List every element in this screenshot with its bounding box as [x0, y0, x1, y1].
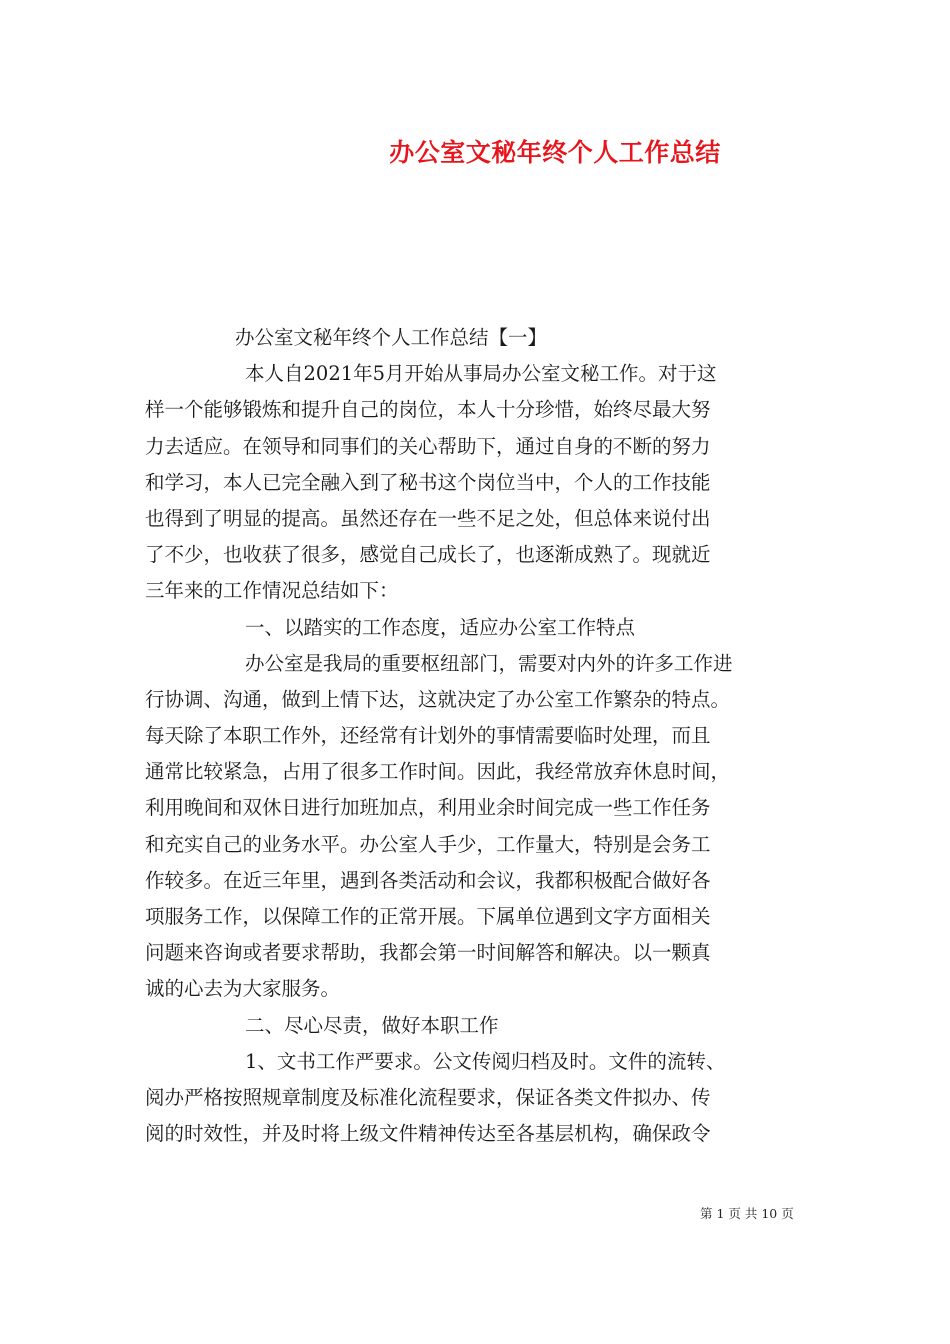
- paragraph-line: 每天除了本职工作外，还经常有计划外的事情需要临时处理，而且: [145, 724, 711, 748]
- paragraph-line: 和充实自己的业务水平。办公室人手少，工作量大，特别是会务工: [145, 832, 711, 856]
- page-number: 第 1 页 共 10 页: [700, 1206, 794, 1221]
- paragraph-line: 三年来的工作情况总结如下：: [145, 579, 399, 603]
- paragraph-line: 通常比较紧急，占用了很多工作时间。因此，我经常放弃休息时间，: [145, 760, 731, 784]
- paragraph-line: 行协调、沟通，做到上情下达，这就决定了办公室工作繁杂的特点。: [145, 687, 731, 711]
- paragraph-line: 阅的时效性，并及时将上级文件精神传达至各基层机构，确保政令: [145, 1122, 711, 1146]
- paragraph-line: 和学习，本人已完全融入到了秘书这个岗位当中，个人的工作技能: [145, 470, 711, 494]
- paragraph-line: 办公室是我局的重要枢纽部门，需要对内外的许多工作进: [245, 651, 733, 675]
- subheading: 一、以踏实的工作态度，适应办公室工作特点: [245, 615, 636, 639]
- paragraph-line: 本人自2021年5月开始从事局办公室文秘工作。对于这: [245, 362, 717, 386]
- paragraph-line: 也得到了明显的提高。虽然还存在一些不足之处，但总体来说付出: [145, 506, 711, 530]
- paragraph-line: 诚的心去为大家服务。: [145, 977, 341, 1001]
- paragraph-line: 项服务工作，以保障工作的正常开展。下属单位遇到文字方面相关: [145, 905, 711, 928]
- document-title: 办公室文秘年终个人工作总结: [389, 138, 721, 167]
- paragraph-line: 利用晚间和双休日进行加班加点，利用业余时间完成一些工作任务: [145, 796, 711, 820]
- paragraph-line: 力去适应。在领导和同事们的关心帮助下，通过自身的不断的努力: [145, 434, 711, 458]
- section-heading: 办公室文秘年终个人工作总结【一】: [235, 326, 548, 349]
- paragraph-line: 阅办严格按照规章制度及标准化流程要求，保证各类文件拟办、传: [145, 1085, 711, 1109]
- subheading: 二、尽心尽责，做好本职工作: [245, 1013, 499, 1037]
- document-body: [145, 320, 810, 1152]
- paragraph-line: 作较多。在近三年里，遇到各类活动和会议，我都积极配合做好各: [145, 868, 711, 892]
- paragraph-line: 样一个能够锻炼和提升自己的岗位，本人十分珍惜，始终尽最大努: [145, 398, 711, 422]
- paragraph-line: 问题来咨询或者要求帮助，我都会第一时间解答和解决。以一颗真: [145, 941, 711, 965]
- paragraph-line: 了不少，也收获了很多，感觉自己成长了，也逐渐成熟了。现就近: [145, 543, 711, 567]
- paragraph-line: 1、文书工作严要求。公文传阅归档及时。文件的流转、: [245, 1049, 726, 1073]
